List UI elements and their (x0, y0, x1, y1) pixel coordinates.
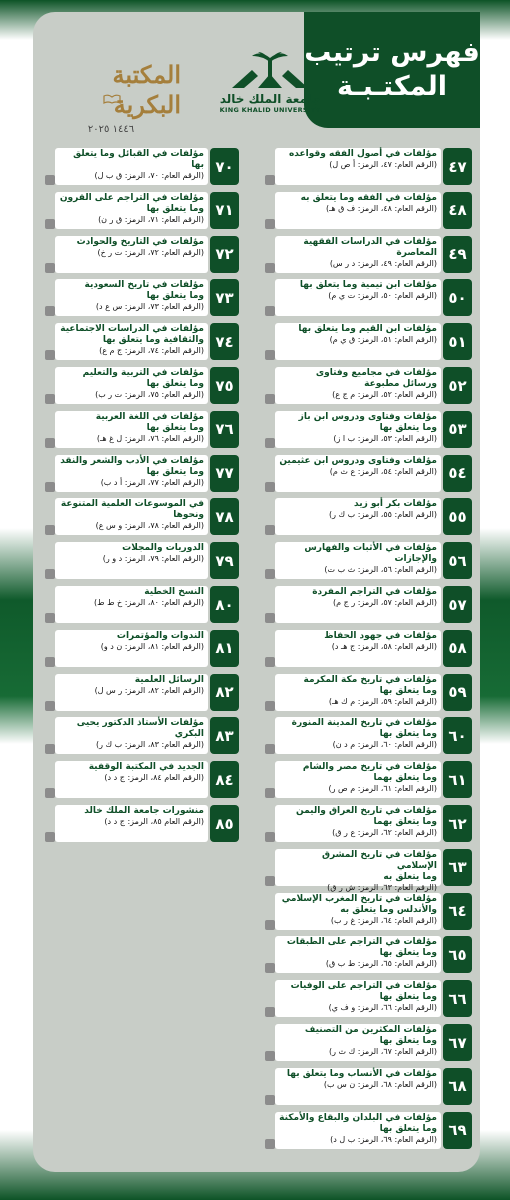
catalog-entry (265, 236, 472, 273)
catalog-entry (45, 455, 239, 492)
entry-code: (الرقم العام: ٨٠، الرمز: خ ط ط) (94, 598, 204, 607)
entry-title: مؤلفات الأستاذ الدكتور يحيى البكري (76, 718, 204, 740)
bakria-library-name: المكتبة البكرية (112, 60, 181, 119)
entry-code: (الرقم العام: ٧٢، الرمز: ت ر خ) (97, 247, 204, 257)
entry-body (275, 455, 441, 492)
entry-body (275, 542, 441, 579)
catalog-entry (45, 717, 239, 754)
entry-title: مؤلفات في تاريخ المغرب الإسلامي والأندلس وما يتعلق به (281, 893, 437, 915)
entry-body (55, 367, 208, 404)
entry-number: ٥١ (443, 323, 472, 360)
catalog-entry (265, 805, 472, 842)
entry-code: (الرقم العام: ٥٩، الرمز: م ك هـ) (328, 696, 437, 706)
entry-title: مؤلفات في الأنساب وما يتعلق بها (286, 1068, 437, 1079)
entry-code: (الرقم العام: ٧٣، الرمز: س ع د) (95, 302, 204, 312)
entry-body (55, 717, 208, 754)
entry-body (275, 893, 441, 930)
entry-code: (الرقم العام: ٤٧، الرمز: أ ص ل) (329, 160, 437, 169)
entry-code: (الرقم العام: ٥٨، الرمز: ج هـ د) (331, 641, 437, 651)
entry-checkbox[interactable] (45, 438, 55, 448)
entry-body (55, 805, 208, 842)
catalog-entry (45, 192, 239, 229)
entry-title: مؤلفات في الدراسات الفقهية المعاصرة (303, 236, 437, 258)
entry-code: (الرقم العام: ٧٧، الرمز: أ د ب) (100, 477, 204, 487)
entry-code: (الرقم العام: ٥٧، الرمز: ر ج م) (333, 598, 437, 607)
kku-english-name: KING KHALID UNIVERSITY (219, 106, 321, 114)
entry-code: (الرقم العام: ٥١، الرمز: ق ي م) (329, 335, 437, 345)
entry-code: (الرقم العام: ٥٠، الرمز: ت ي م) (328, 291, 437, 301)
catalog-entry (45, 411, 239, 448)
entry-number: ٤٧ (443, 148, 472, 185)
entry-body (55, 411, 208, 448)
entry-title: مؤلفات في تاريخ مصر والشام وما يتعلق بهما (302, 762, 437, 784)
entry-checkbox[interactable] (265, 832, 275, 842)
entry-body (275, 761, 441, 798)
entry-checkbox[interactable] (265, 1095, 275, 1105)
catalog-entry (265, 498, 472, 535)
entry-checkbox[interactable] (45, 569, 55, 579)
entry-number: ٨٠ (210, 586, 239, 623)
entry-number: ٥٠ (443, 279, 472, 316)
entry-number: ٦٣ (443, 849, 472, 886)
catalog-entry (45, 805, 239, 842)
entry-body (55, 586, 208, 623)
entry-body (275, 936, 441, 973)
entry-code: (الرقم العام: ٨١، الرمز: ن د و) (100, 641, 204, 651)
entry-body (55, 236, 208, 273)
catalog-entry (265, 630, 472, 667)
catalog-entry (45, 323, 239, 360)
catalog-entry (45, 674, 239, 711)
bakria-years: ١٤٤٦ ٢٠٢٥ (87, 124, 135, 135)
entry-checkbox[interactable] (265, 1139, 275, 1149)
entry-code: (الرقم العام: ٥٦، الرمز: ث ب ت) (324, 565, 437, 575)
entry-checkbox[interactable] (265, 920, 275, 930)
entry-checkbox[interactable] (265, 1007, 275, 1017)
entry-body (275, 323, 441, 360)
entry-title: مؤلفات في الفقه وما يتعلق به (300, 192, 437, 203)
kku-arabic-name: جامعة الملك خالد (219, 92, 321, 106)
entry-number: ٥٩ (443, 674, 472, 711)
entry-checkbox[interactable] (45, 219, 55, 229)
entry-checkbox[interactable] (265, 744, 275, 754)
catalog-entry (265, 367, 472, 404)
entry-number: ٨٥ (210, 805, 239, 842)
entry-code: (الرقم العام: ٨٢، الرمز: ر س ل) (94, 685, 204, 695)
kku-logo (205, 48, 335, 130)
entry-checkbox[interactable] (45, 263, 55, 273)
entry-title: مؤلفات في البلدان والبقاع والأمكنة وما يتعلق بها (279, 1112, 437, 1134)
entry-checkbox[interactable] (265, 963, 275, 973)
entry-number: ٧٢ (210, 236, 239, 273)
entry-checkbox[interactable] (45, 525, 55, 535)
entry-checkbox[interactable] (265, 569, 275, 579)
entry-body (275, 498, 441, 535)
catalog-entry (265, 586, 472, 623)
entry-title: مؤلفات في التراجم على الطبقات وما يتعلق بها (286, 937, 437, 959)
entry-code: (الرقم العام: ٦٧، الرمز: ك ث ر) (329, 1047, 437, 1056)
entry-checkbox[interactable] (45, 306, 55, 316)
entry-title: مؤلفات في التراجم على الوفيات وما يتعلق بها (290, 981, 437, 1003)
catalog-entry (265, 1068, 472, 1105)
entry-checkbox[interactable] (45, 701, 55, 711)
entry-code: (الرقم العام: ٧٤، الرمز: ج م ع) (99, 346, 204, 356)
catalog-entry (265, 674, 472, 711)
entry-number: ٧٠ (210, 148, 239, 185)
entry-title: مؤلفات في التراجم المفردة (312, 587, 437, 597)
entry-title: الجديد في المكتبة الوقفية (88, 762, 204, 773)
entry-title: مؤلفات في تاريخ السعودية وما يتعلق بها (84, 280, 204, 302)
entry-number: ٧٨ (210, 498, 239, 535)
catalog-entry (45, 498, 239, 535)
catalog-entry (265, 411, 472, 448)
catalog-entry (45, 236, 239, 273)
bakria-library-logo (41, 60, 181, 135)
catalog-entry (265, 148, 472, 185)
entry-number: ٤٨ (443, 192, 472, 229)
entry-title: النسخ الخطية (144, 587, 204, 597)
entry-checkbox[interactable] (265, 701, 275, 711)
entry-title: مؤلفات ابن القيم وما يتعلق بها (298, 324, 437, 335)
entry-code: (الرقم العام: ٦٣، الرمز: ش ر ق) (327, 882, 437, 892)
entry-body (275, 805, 441, 842)
entry-checkbox[interactable] (265, 613, 275, 623)
entry-title: مؤلفات بكر أبو زيد (354, 499, 437, 510)
catalog-entry (265, 455, 472, 492)
entry-checkbox[interactable] (45, 613, 55, 623)
catalog-entry (265, 192, 472, 229)
title-line-2: المكتـبـة (336, 71, 448, 102)
entry-title: منشورات جامعة الملك خالد (84, 806, 204, 816)
entry-title: مؤلفات في الأدب والشعر والنقد وما يتعلق بها (60, 455, 204, 477)
entry-body (55, 148, 208, 185)
entry-number: ٦٥ (443, 936, 472, 973)
entry-checkbox[interactable] (45, 175, 55, 185)
entry-checkbox[interactable] (45, 744, 55, 754)
entry-code: (الرقم العام: ٦٠، الرمز: م د ن) (332, 740, 437, 750)
entry-checkbox[interactable] (265, 175, 275, 185)
entry-number: ٨٤ (210, 761, 239, 798)
entry-number: ٧١ (210, 192, 239, 229)
catalog-entry (265, 1112, 472, 1149)
catalog-entry (45, 148, 239, 185)
entry-code: (الرقم العام: ٧٨، الرمز: و س ع) (95, 521, 204, 531)
catalog-entry (265, 279, 472, 316)
entry-number: ٧٣ (210, 279, 239, 316)
entry-code: (الرقم العام: ٤٨، الرمز: ف ق هـ) (325, 203, 437, 213)
entry-number: ٦٠ (443, 717, 472, 754)
entry-body (55, 279, 208, 316)
entry-body (275, 674, 441, 711)
entry-code: (الرقم العام: ٥٥، الرمز: ب ك ر) (329, 510, 437, 520)
entry-checkbox[interactable] (265, 394, 275, 404)
catalog-entry (265, 542, 472, 579)
entry-title: مؤلفات في مجاميع وفتاوى ورسائل مطبوعة (315, 368, 437, 389)
catalog-entry (45, 630, 239, 667)
entry-title: مؤلفات في اللغة العربية وما يتعلق بها (95, 411, 204, 433)
entry-checkbox[interactable] (45, 788, 55, 798)
entry-title: مؤلفات في أصول الفقه وقواعده (288, 149, 437, 159)
book-icon (103, 94, 121, 104)
entry-body (275, 148, 441, 185)
entry-title: الرسائل العلمية (134, 674, 204, 685)
entry-number: ٥٢ (443, 367, 472, 404)
catalog-entry (45, 367, 239, 404)
entry-number: ٥٨ (443, 630, 472, 667)
entry-code: (الرقم العام: ٦٢، الرمز: ع ر ق) (332, 828, 437, 837)
entry-title: الندوات والمؤتمرات (116, 630, 204, 641)
entry-code: (الرقم العام ٨٤، الرمز: ج د د) (104, 773, 204, 783)
entry-checkbox[interactable] (265, 263, 275, 273)
entry-body (55, 674, 208, 711)
entry-body (55, 455, 208, 492)
entry-code: (الرقم العام: ٦٥، الرمز: ط ب ق) (325, 959, 437, 969)
catalog-entry (265, 980, 472, 1017)
entry-title: مؤلفات في التربية والتعليم وما يتعلق بها (82, 368, 204, 389)
catalog-entry (45, 761, 239, 798)
entry-code: (الرقم العام: ٧١، الرمز: ق ر ن) (98, 214, 204, 224)
entry-number: ٨٣ (210, 717, 239, 754)
entry-title: مؤلفات المكثرين من التصنيف وما يتعلق بها (304, 1025, 437, 1046)
entry-body (275, 411, 441, 448)
entry-checkbox[interactable] (45, 350, 55, 360)
entry-body (275, 849, 441, 892)
entry-code: (الرقم العام: ٥٢، الرمز: م ج ع) (332, 390, 437, 399)
catalog-panel (33, 12, 480, 1172)
entry-number: ٧٧ (210, 455, 239, 492)
entry-title: مؤلفات وفتاوى ودروس ابن باز وما يتعلق بها (298, 411, 437, 433)
entry-body (275, 717, 441, 754)
entry-number: ٥٥ (443, 498, 472, 535)
catalog-entry (265, 1024, 472, 1061)
entry-title: مؤلفات في القبائل وما يتعلق بها (73, 149, 204, 170)
catalog-entry (265, 761, 472, 798)
entry-code: (الرقم العام: ٦١، الرمز: م ص ر) (328, 784, 437, 794)
entry-number: ٧٤ (210, 323, 239, 360)
entry-code: (الرقم العام ٨٥، الرمز: ج د د) (104, 817, 204, 826)
entry-code: (الرقم العام: ٥٤، الرمز: ع ث م) (329, 466, 437, 476)
entry-checkbox[interactable] (265, 482, 275, 492)
entry-title: مؤلفات وفتاوى ودروس ابن عثيمين (279, 455, 437, 466)
title-line-1: فهرس ترتيب (304, 37, 480, 68)
entry-number: ٥٧ (443, 586, 472, 623)
entry-code: (الرقم العام: ٧٠، الرمز: ق ب ل) (94, 171, 204, 180)
entry-title: في الموسوعات العلمية المتنوعة ونحوها (60, 499, 204, 521)
entry-code: (الرقم العام: ٥٣، الرمز: ب ا ز) (333, 433, 437, 443)
entry-body (275, 980, 441, 1017)
entry-checkbox[interactable] (265, 525, 275, 535)
entry-checkbox[interactable] (265, 350, 275, 360)
entry-body (275, 367, 441, 404)
entry-checkbox[interactable] (265, 876, 275, 886)
entry-checkbox[interactable] (45, 482, 55, 492)
catalog-entry (265, 717, 472, 754)
entry-checkbox[interactable] (265, 788, 275, 798)
entry-number: ٥٣ (443, 411, 472, 448)
entry-code: (الرقم العام: ٦٨، الرمز: ن س ب) (323, 1079, 437, 1089)
entry-body (275, 1068, 441, 1105)
entry-number: ٦٤ (443, 893, 472, 930)
entry-body (55, 323, 208, 360)
entry-checkbox[interactable] (265, 657, 275, 667)
entry-body (55, 192, 208, 229)
catalog-entry (265, 323, 472, 360)
entry-code: (الرقم العام: ٧٥، الرمز: ت ر ب) (95, 390, 204, 399)
catalog-entry (265, 936, 472, 973)
entry-body (55, 630, 208, 667)
entry-body (275, 630, 441, 667)
entry-number: ٦٦ (443, 980, 472, 1017)
entry-title: مؤلفات في التاريخ والحوادث (76, 236, 204, 247)
entry-number: ٧٦ (210, 411, 239, 448)
entry-title: مؤلفات في الدراسات الاجتماعية والثقافية وما يتعلق بها (60, 324, 204, 346)
palm-logo-icon (222, 48, 318, 92)
entry-number: ٤٩ (443, 236, 472, 273)
entry-body (55, 761, 208, 798)
entry-number: ٦٧ (443, 1024, 472, 1061)
entry-checkbox[interactable] (265, 1051, 275, 1061)
catalog-entry (265, 849, 472, 892)
entry-number: ٦٢ (443, 805, 472, 842)
catalog-entry (265, 893, 472, 930)
entry-number: ٦٩ (443, 1112, 472, 1149)
entry-code: (الرقم العام: ٨٣، الرمز: ب ك ر) (96, 740, 204, 750)
entry-title: مؤلفات في التراجم على القرون وما يتعلق بها (59, 192, 204, 214)
entry-body (275, 192, 441, 229)
entry-number: ٥٤ (443, 455, 472, 492)
entry-code: (الرقم العام: ٦٤، الرمز: غ ر ب) (330, 915, 437, 925)
entry-number: ٨١ (210, 630, 239, 667)
entry-number: ٧٩ (210, 542, 239, 579)
catalog-entry (45, 586, 239, 623)
entry-title: مؤلفات ابن تيمية وما يتعلق بها (299, 280, 437, 291)
entry-code: (الرقم العام: ٧٦، الرمز: ل غ هـ) (96, 433, 204, 443)
entry-title: الدوريات والمجلات (122, 543, 204, 554)
entry-body (275, 236, 441, 273)
entry-code: (الرقم العام: ٧٩، الرمز: د و ر) (102, 554, 204, 564)
entry-code: (الرقم العام: ٦٦، الرمز: و ف ي) (328, 1003, 437, 1013)
entry-checkbox[interactable] (265, 219, 275, 229)
catalog-entry (45, 279, 239, 316)
entry-number: ٨٢ (210, 674, 239, 711)
entry-body (275, 279, 441, 316)
entry-number: ٦١ (443, 761, 472, 798)
entry-body (275, 1024, 441, 1061)
entry-checkbox[interactable] (265, 306, 275, 316)
entry-body (55, 498, 208, 535)
entry-title: مؤلفات في جهود الحفاظ (324, 630, 437, 641)
entry-body (275, 1112, 441, 1149)
entry-checkbox[interactable] (45, 657, 55, 667)
entry-title: مؤلفات في تاريخ المدينة المنورة وما يتعلق بها (291, 718, 437, 740)
catalog-entry (45, 542, 239, 579)
entry-title: مؤلفات في الأثبات والفهارس والإجازات (304, 543, 437, 565)
entry-checkbox[interactable] (265, 438, 275, 448)
entry-number: ٦٨ (443, 1068, 472, 1105)
entry-body (275, 586, 441, 623)
entry-number: ٧٥ (210, 367, 239, 404)
entry-code: (الرقم العام: ٤٩، الرمز: د ر س) (329, 258, 437, 268)
entry-body (55, 542, 208, 579)
entry-code: (الرقم العام: ٦٩، الرمز: ب ل د) (330, 1134, 437, 1144)
entry-checkbox[interactable] (45, 832, 55, 842)
entry-title: مؤلفات في تاريخ العراق واليمن وما يتعلق بهما (296, 806, 437, 827)
entry-number: ٥٦ (443, 542, 472, 579)
entry-title: مؤلفات في تاريخ المشرق الإسلامي وما يتعلق به (321, 849, 437, 882)
entry-title: مؤلفات في تاريخ مكة المكرمة وما يتعلق بها (303, 674, 437, 696)
entry-checkbox[interactable] (45, 394, 55, 404)
